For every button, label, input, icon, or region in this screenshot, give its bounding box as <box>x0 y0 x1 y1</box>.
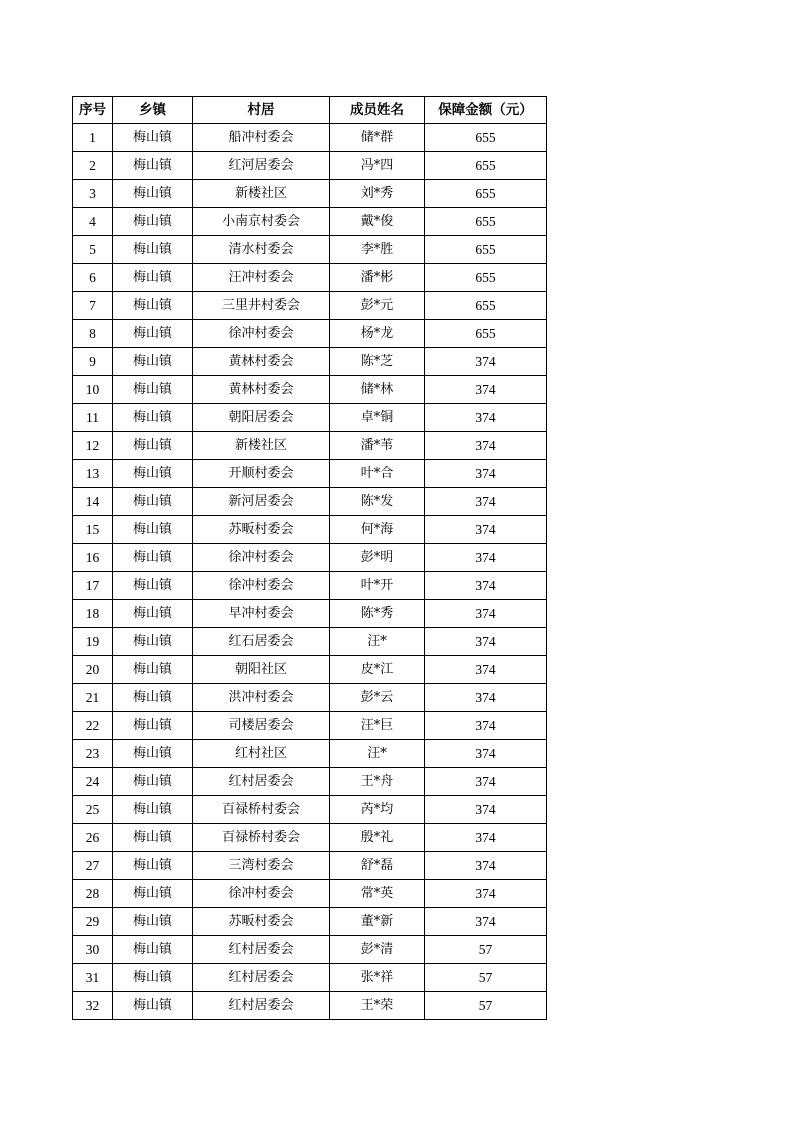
table-row <box>73 180 547 208</box>
cell-member-name: 舒*磊 <box>330 852 425 880</box>
cell-amount: 374 <box>425 768 547 796</box>
cell-town: 梅山镇 <box>113 264 193 292</box>
cell-town: 梅山镇 <box>113 376 193 404</box>
cell-amount: 655 <box>425 320 547 348</box>
table-row <box>73 740 547 768</box>
cell-member-name: 张*祥 <box>330 964 425 992</box>
cell-index: 3 <box>73 180 113 208</box>
cell-amount: 374 <box>425 460 547 488</box>
benefit-table <box>72 96 547 1020</box>
cell-village: 百禄桥村委会 <box>193 824 330 852</box>
cell-village: 司楼居委会 <box>193 712 330 740</box>
cell-town: 梅山镇 <box>113 880 193 908</box>
cell-village: 黄林村委会 <box>193 376 330 404</box>
cell-member-name: 陈*秀 <box>330 600 425 628</box>
table-row <box>73 768 547 796</box>
cell-index: 5 <box>73 236 113 264</box>
cell-member-name: 戴*俊 <box>330 208 425 236</box>
cell-village: 徐冲村委会 <box>193 880 330 908</box>
cell-town: 梅山镇 <box>113 992 193 1020</box>
cell-town: 梅山镇 <box>113 292 193 320</box>
cell-amount: 374 <box>425 432 547 460</box>
cell-amount: 655 <box>425 124 547 152</box>
cell-member-name: 常*英 <box>330 880 425 908</box>
cell-amount: 655 <box>425 236 547 264</box>
cell-member-name: 冯*四 <box>330 152 425 180</box>
cell-town: 梅山镇 <box>113 460 193 488</box>
cell-village: 红石居委会 <box>193 628 330 656</box>
cell-amount: 374 <box>425 880 547 908</box>
cell-amount: 374 <box>425 852 547 880</box>
cell-index: 29 <box>73 908 113 936</box>
cell-index: 16 <box>73 544 113 572</box>
cell-index: 11 <box>73 404 113 432</box>
cell-amount: 655 <box>425 264 547 292</box>
cell-town: 梅山镇 <box>113 796 193 824</box>
header-amount: 保障金额（元） <box>425 97 547 124</box>
cell-town: 梅山镇 <box>113 964 193 992</box>
cell-town: 梅山镇 <box>113 852 193 880</box>
cell-member-name: 陈*发 <box>330 488 425 516</box>
cell-amount: 374 <box>425 600 547 628</box>
table-row <box>73 376 547 404</box>
cell-amount: 374 <box>425 404 547 432</box>
cell-town: 梅山镇 <box>113 152 193 180</box>
cell-town: 梅山镇 <box>113 404 193 432</box>
cell-town: 梅山镇 <box>113 824 193 852</box>
cell-amount: 655 <box>425 152 547 180</box>
cell-village: 新河居委会 <box>193 488 330 516</box>
cell-member-name: 殷*礼 <box>330 824 425 852</box>
cell-village: 红村居委会 <box>193 936 330 964</box>
cell-town: 梅山镇 <box>113 628 193 656</box>
cell-member-name: 叶*开 <box>330 572 425 600</box>
cell-town: 梅山镇 <box>113 236 193 264</box>
table-row <box>73 264 547 292</box>
cell-member-name: 皮*江 <box>330 656 425 684</box>
cell-index: 22 <box>73 712 113 740</box>
cell-member-name: 何*海 <box>330 516 425 544</box>
cell-amount: 374 <box>425 488 547 516</box>
cell-village: 三湾村委会 <box>193 852 330 880</box>
cell-member-name: 彭*元 <box>330 292 425 320</box>
cell-member-name: 王*舟 <box>330 768 425 796</box>
table-row <box>73 992 547 1020</box>
cell-member-name: 芮*均 <box>330 796 425 824</box>
cell-village: 徐冲村委会 <box>193 544 330 572</box>
table-row <box>73 572 547 600</box>
cell-member-name: 储*林 <box>330 376 425 404</box>
cell-village: 百禄桥村委会 <box>193 796 330 824</box>
cell-index: 26 <box>73 824 113 852</box>
header-village: 村居 <box>193 97 330 124</box>
cell-amount: 374 <box>425 824 547 852</box>
cell-amount: 655 <box>425 180 547 208</box>
cell-amount: 374 <box>425 516 547 544</box>
cell-village: 苏畈村委会 <box>193 908 330 936</box>
cell-index: 4 <box>73 208 113 236</box>
cell-town: 梅山镇 <box>113 768 193 796</box>
cell-village: 红村居委会 <box>193 964 330 992</box>
cell-member-name: 刘*秀 <box>330 180 425 208</box>
cell-village: 红村居委会 <box>193 992 330 1020</box>
cell-town: 梅山镇 <box>113 348 193 376</box>
cell-village: 开顺村委会 <box>193 460 330 488</box>
cell-town: 梅山镇 <box>113 432 193 460</box>
cell-town: 梅山镇 <box>113 908 193 936</box>
cell-index: 8 <box>73 320 113 348</box>
cell-amount: 374 <box>425 376 547 404</box>
table-row <box>73 880 547 908</box>
cell-member-name: 汪* <box>330 628 425 656</box>
cell-amount: 374 <box>425 656 547 684</box>
cell-town: 梅山镇 <box>113 572 193 600</box>
cell-village: 苏畈村委会 <box>193 516 330 544</box>
cell-town: 梅山镇 <box>113 208 193 236</box>
cell-village: 汪冲村委会 <box>193 264 330 292</box>
cell-town: 梅山镇 <box>113 180 193 208</box>
cell-amount: 57 <box>425 992 547 1020</box>
table-row <box>73 208 547 236</box>
cell-amount: 374 <box>425 628 547 656</box>
cell-index: 20 <box>73 656 113 684</box>
cell-amount: 374 <box>425 348 547 376</box>
table-body <box>73 124 547 1020</box>
cell-town: 梅山镇 <box>113 656 193 684</box>
cell-member-name: 叶*合 <box>330 460 425 488</box>
cell-index: 2 <box>73 152 113 180</box>
cell-amount: 655 <box>425 208 547 236</box>
table-row <box>73 824 547 852</box>
cell-village: 早冲村委会 <box>193 600 330 628</box>
cell-amount: 57 <box>425 964 547 992</box>
header-index: 序号 <box>73 97 113 124</box>
cell-member-name: 潘*苇 <box>330 432 425 460</box>
cell-amount: 374 <box>425 740 547 768</box>
cell-amount: 374 <box>425 796 547 824</box>
cell-village: 黄林村委会 <box>193 348 330 376</box>
table-row <box>73 628 547 656</box>
cell-member-name: 储*群 <box>330 124 425 152</box>
cell-index: 14 <box>73 488 113 516</box>
cell-member-name: 董*新 <box>330 908 425 936</box>
cell-village: 徐冲村委会 <box>193 572 330 600</box>
cell-member-name: 王*荣 <box>330 992 425 1020</box>
cell-index: 31 <box>73 964 113 992</box>
table-row <box>73 404 547 432</box>
cell-index: 13 <box>73 460 113 488</box>
table-row <box>73 656 547 684</box>
cell-index: 12 <box>73 432 113 460</box>
header-member-name: 成员姓名 <box>330 97 425 124</box>
cell-village: 朝阳社区 <box>193 656 330 684</box>
cell-amount: 655 <box>425 292 547 320</box>
cell-index: 1 <box>73 124 113 152</box>
table-header-row <box>73 97 547 124</box>
table-row <box>73 320 547 348</box>
table-row <box>73 908 547 936</box>
table-row <box>73 544 547 572</box>
cell-amount: 374 <box>425 544 547 572</box>
cell-town: 梅山镇 <box>113 600 193 628</box>
table-row <box>73 236 547 264</box>
table-row <box>73 432 547 460</box>
cell-town: 梅山镇 <box>113 320 193 348</box>
cell-town: 梅山镇 <box>113 684 193 712</box>
cell-index: 23 <box>73 740 113 768</box>
cell-amount: 57 <box>425 936 547 964</box>
table-row <box>73 124 547 152</box>
table-row <box>73 684 547 712</box>
cell-index: 18 <box>73 600 113 628</box>
cell-village: 新楼社区 <box>193 180 330 208</box>
table-row <box>73 348 547 376</box>
cell-village: 船冲村委会 <box>193 124 330 152</box>
cell-index: 27 <box>73 852 113 880</box>
table-row <box>73 516 547 544</box>
table-row <box>73 936 547 964</box>
cell-index: 17 <box>73 572 113 600</box>
cell-amount: 374 <box>425 908 547 936</box>
cell-amount: 374 <box>425 712 547 740</box>
cell-index: 15 <box>73 516 113 544</box>
cell-town: 梅山镇 <box>113 544 193 572</box>
cell-town: 梅山镇 <box>113 740 193 768</box>
cell-index: 24 <box>73 768 113 796</box>
cell-member-name: 汪*巨 <box>330 712 425 740</box>
cell-index: 21 <box>73 684 113 712</box>
cell-town: 梅山镇 <box>113 124 193 152</box>
cell-town: 梅山镇 <box>113 712 193 740</box>
cell-member-name: 彭*清 <box>330 936 425 964</box>
cell-village: 朝阳居委会 <box>193 404 330 432</box>
cell-member-name: 汪* <box>330 740 425 768</box>
cell-village: 小南京村委会 <box>193 208 330 236</box>
table-row <box>73 488 547 516</box>
cell-index: 6 <box>73 264 113 292</box>
cell-index: 32 <box>73 992 113 1020</box>
table-row <box>73 152 547 180</box>
cell-village: 清水村委会 <box>193 236 330 264</box>
table-row <box>73 796 547 824</box>
cell-village: 红村居委会 <box>193 768 330 796</box>
cell-town: 梅山镇 <box>113 488 193 516</box>
header-town: 乡镇 <box>113 97 193 124</box>
table-row <box>73 292 547 320</box>
cell-village: 红河居委会 <box>193 152 330 180</box>
cell-index: 28 <box>73 880 113 908</box>
cell-village: 徐冲村委会 <box>193 320 330 348</box>
cell-village: 红村社区 <box>193 740 330 768</box>
cell-member-name: 杨*龙 <box>330 320 425 348</box>
cell-index: 10 <box>73 376 113 404</box>
cell-amount: 374 <box>425 572 547 600</box>
table-row <box>73 852 547 880</box>
cell-member-name: 卓*铜 <box>330 404 425 432</box>
cell-index: 25 <box>73 796 113 824</box>
table-row <box>73 600 547 628</box>
cell-index: 7 <box>73 292 113 320</box>
cell-member-name: 彭*明 <box>330 544 425 572</box>
table-row <box>73 460 547 488</box>
cell-village: 新楼社区 <box>193 432 330 460</box>
cell-member-name: 彭*云 <box>330 684 425 712</box>
cell-index: 30 <box>73 936 113 964</box>
cell-town: 梅山镇 <box>113 936 193 964</box>
cell-village: 三里井村委会 <box>193 292 330 320</box>
cell-amount: 374 <box>425 684 547 712</box>
cell-village: 洪冲村委会 <box>193 684 330 712</box>
cell-index: 19 <box>73 628 113 656</box>
cell-member-name: 潘*彬 <box>330 264 425 292</box>
cell-member-name: 陈*芝 <box>330 348 425 376</box>
cell-index: 9 <box>73 348 113 376</box>
table-row <box>73 712 547 740</box>
table-row <box>73 964 547 992</box>
cell-member-name: 李*胜 <box>330 236 425 264</box>
cell-town: 梅山镇 <box>113 516 193 544</box>
